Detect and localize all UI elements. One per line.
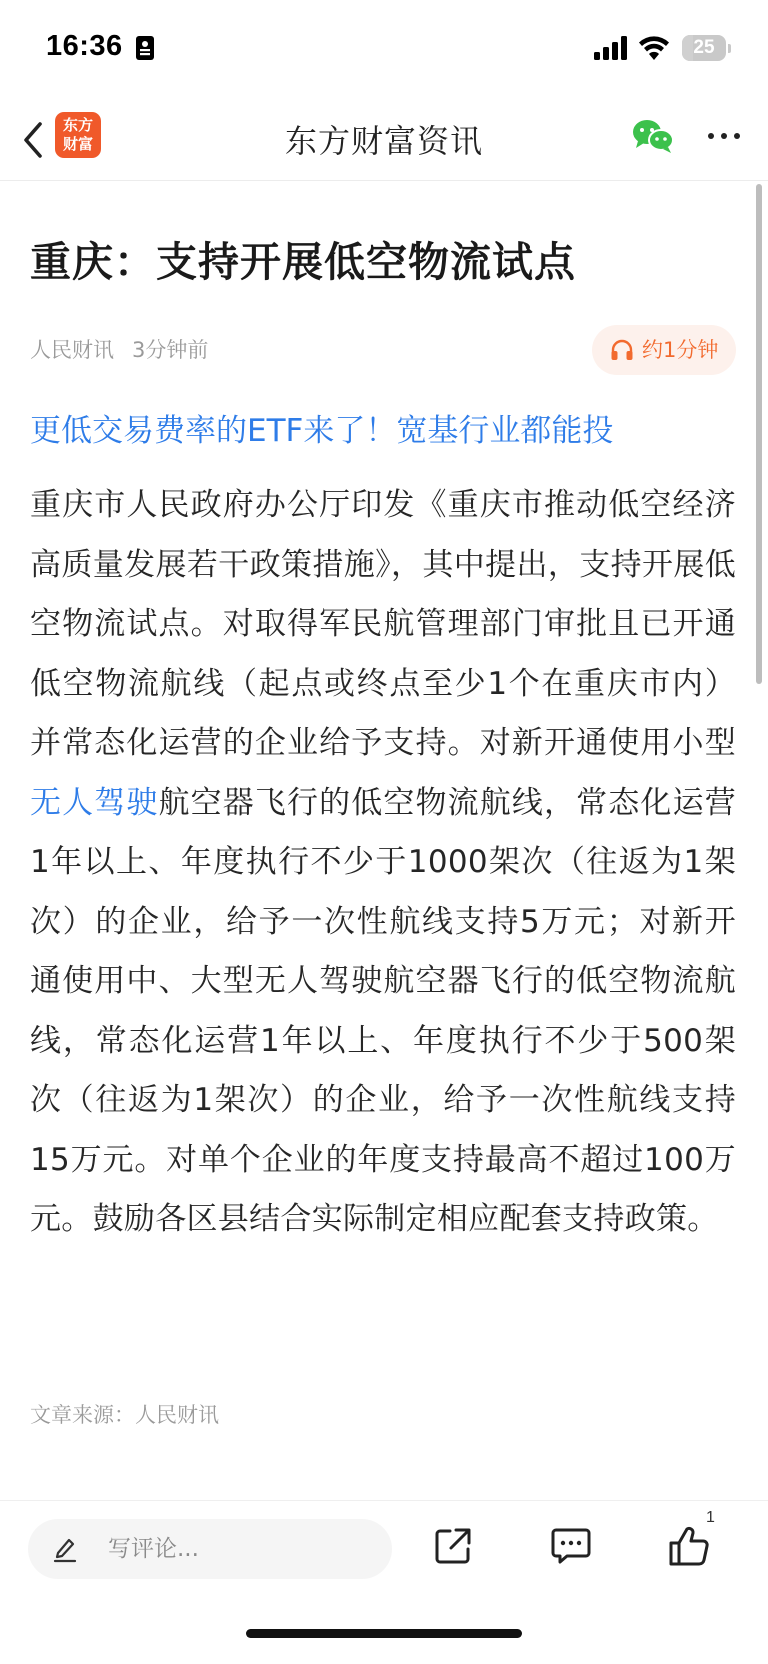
cellular-signal-icon [594, 36, 628, 60]
page-title: 东方财富资讯 [284, 122, 483, 160]
article-source-line: 文章来源：人民财讯 [30, 1403, 219, 1427]
pencil-icon [52, 1535, 78, 1563]
battery-indicator [682, 35, 732, 61]
share-icon[interactable] [434, 1527, 472, 1565]
comment-input[interactable] [28, 1519, 392, 1579]
status-bar [0, 0, 768, 96]
battery-body [682, 35, 726, 61]
promo-link[interactable]: 更低交易费率的ETF来了！宽基行业都能投 [30, 413, 614, 449]
id-card-icon [136, 36, 154, 60]
headphones-icon [610, 339, 634, 361]
logo-text-line1: 东方 [62, 116, 93, 134]
bottom-action-bar [0, 1500, 768, 1664]
logo-text-line2: 财富 [62, 135, 93, 153]
article-body [30, 476, 736, 1250]
thumbs-up-icon[interactable] [668, 1525, 710, 1567]
navigation-bar [0, 100, 768, 181]
listen-button[interactable] [592, 325, 736, 375]
battery-level: 25 [693, 37, 715, 58]
home-indicator[interactable] [246, 1629, 522, 1638]
like-count: 1 [706, 1509, 715, 1526]
keyword-link[interactable]: 无人驾驶 [30, 784, 159, 821]
battery-cap [728, 44, 731, 53]
article-title: 重庆：支持开展低空物流试点 [30, 238, 576, 286]
article-meta [30, 334, 208, 364]
scrollbar[interactable] [756, 184, 762, 684]
body-text-part1: 重庆市人民政府办公厅印发《重庆市推动低空经济高质量发展若干政策措施》，其中提出，支持开展低空物流试点。对取得军民航管理部门审批且已开通低空物流航线（起点或终点至少1个在重庆市内）并常态化运营的企业给予支持。对新开通使用小型 [30, 487, 736, 761]
status-time: 16:36 [46, 30, 123, 62]
more-options-icon[interactable] [704, 126, 744, 146]
wifi-icon [638, 34, 670, 60]
listen-duration: 约1分钟 [642, 338, 719, 362]
article-time: 3分钟前 [132, 338, 209, 362]
comment-placeholder: 写评论... [108, 1536, 199, 1562]
wechat-share-icon[interactable] [632, 118, 674, 154]
comments-icon[interactable] [551, 1527, 591, 1565]
body-text-part2: 航空器飞行的低空物流航线，常态化运营1年以上、年度执行不少于1000架次（往返为1架次）的企业，给予一次性航线支持5万元；对新开通使用中、大型无人驾驶航空器飞行的低空物流航线，常态化运营1年以上、年度执行不少于500架次（往返为1架次）的企业，给予一次性航线支持15万元。对单个企业的年度支持最高不超过100万元。鼓励各区县结合实际制定相应配套支持政策。 [30, 784, 736, 1237]
article-source: 人民财讯 [30, 338, 114, 362]
